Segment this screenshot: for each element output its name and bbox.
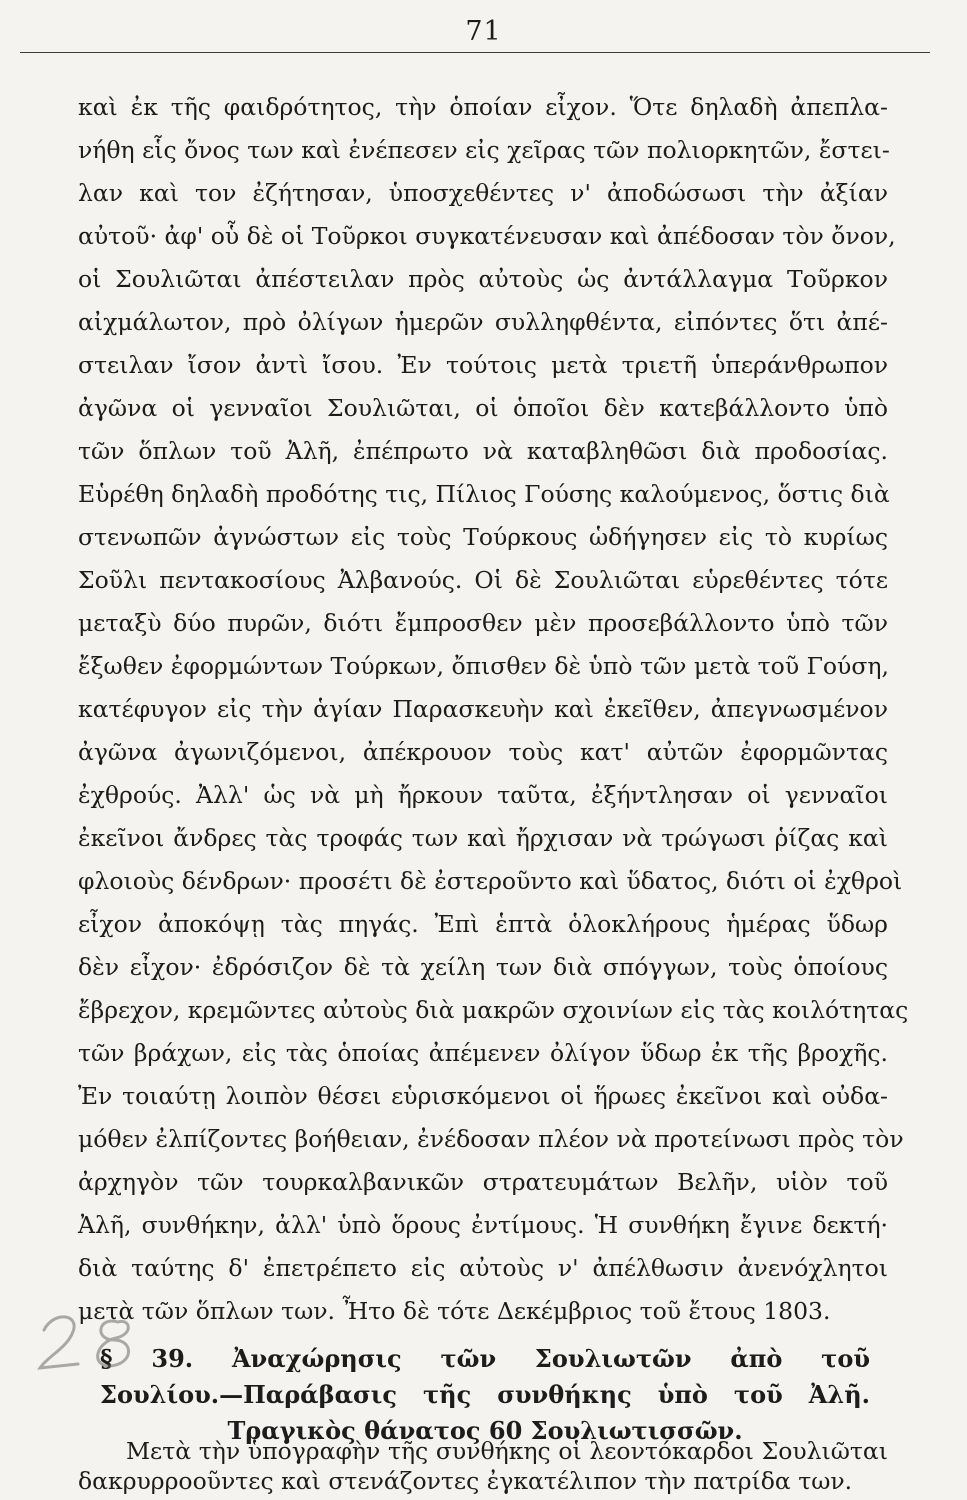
text-line: ἐχθρούς. Ἀλλ' ὡς νὰ μὴ ἤρκουν ταῦτα, ἐξήντλησαν οἱ γενναῖοι <box>78 781 888 809</box>
text-line: μετὰ τῶν ὅπλων των. Ἦτο δὲ τότε Δεκέμβριος τοῦ ἔτους 1803. <box>78 1297 831 1325</box>
text-line: φλοιοὺς δένδρων· προσέτι δὲ ἐστεροῦντο καὶ ὕδατος, διότι οἱ ἐχθροὶ <box>78 867 903 895</box>
text-line: κατέφυγον εἰς τὴν ἁγίαν Παρασκευὴν καὶ ἐκεῖθεν, ἀπεγνωσμένον <box>78 695 888 723</box>
section-heading: Σουλίου.—Παράβασις τῆς συνθήκης ὑπὸ τοῦ Ἀλῆ. <box>100 1380 870 1409</box>
text-line: Σοῦλι πεντακοσίους Ἀλβανούς. Οἱ δὲ Σουλιῶται εὑρεθέντες τότε <box>78 566 888 594</box>
text-line: ἔξωθεν ἐφορμώντων Τούρκων, ὄπισθεν δὲ ὑπὸ τῶν μετὰ τοῦ Γούση, <box>78 652 889 680</box>
header-rule <box>20 52 930 53</box>
text-line: αὐτοῦ· ἀφ' οὗ δὲ οἱ Τοῦρκοι συγκατένευσαν καὶ ἀπέδοσαν τὸν ὄνον, <box>78 222 896 250</box>
section-heading: Τραγικὸς θάνατος 60 Σουλιωτισσῶν. <box>227 1416 743 1445</box>
text-line: οἱ Σουλιῶται ἀπέστειλαν πρὸς αὐτοὺς ὡς ἀντάλλαγμα Τοῦρκον <box>78 265 888 293</box>
text-line: ἔβρεχον, κρεμῶντες αὐτοὺς διὰ μακρῶν σχοινίων εἰς τὰς κοιλότητας <box>78 996 909 1024</box>
text-line: αἰχμάλωτον, πρὸ ὀλίγων ἡμερῶν συλληφθέντα, εἰπόντες ὅτι ἀπέ- <box>78 308 888 336</box>
text-line: δακρυρροοῦντες καὶ στενάζοντες ἐγκατέλιπον τὴν πατρίδα των. <box>78 1467 853 1495</box>
text-line: ἀγῶνα οἱ γενναῖοι Σουλιῶται, οἱ ὁποῖοι δὲν κατεβάλλοντο ὑπὸ <box>78 394 888 422</box>
text-line: δὲν εἶχον· ἐδρόσιζον δὲ τὰ χείλη των διὰ σπόγγων, τοὺς ὁποίους <box>78 953 888 981</box>
text-line: εἶχον ἀποκόψῃ τὰς πηγάς. Ἐπὶ ἑπτὰ ὁλοκλήρους ἡμέρας ὕδωρ <box>78 910 888 938</box>
handwritten-page-mark <box>30 1300 160 1380</box>
text-line: Ἐν τοιαύτῃ λοιπὸν θέσει εὑρισκόμενοι οἱ ἥρωες ἐκεῖνοι καὶ οὐδα- <box>78 1082 888 1110</box>
text-line: ἀρχηγὸν τῶν τουρκαλβανικῶν στρατευμάτων Βελῆν, υἱὸν τοῦ <box>78 1168 888 1196</box>
text-line: νήθη εἷς ὄνος των καὶ ἐνέπεσεν εἰς χεῖρας τῶν πολιορκητῶν, ἔστει- <box>78 136 890 164</box>
section-heading: § 39. Ἀναχώρησις τῶν Σουλιωτῶν ἀπὸ τοῦ <box>100 1344 870 1373</box>
text-line: καὶ ἐκ τῆς φαιδρότητος, τὴν ὁποίαν εἶχον. Ὅτε δηλαδὴ ἀπεπλα- <box>78 93 888 121</box>
text-line: ἐκεῖνοι ἄνδρες τὰς τροφάς των καὶ ἤρχισαν νὰ τρώγωσι ῥίζας καὶ <box>78 824 888 852</box>
text-line: τῶν βράχων, εἰς τὰς ὁποίας ἀπέμενεν ὀλίγον ὕδωρ ἐκ τῆς βροχῆς. <box>78 1039 888 1067</box>
text-line: μεταξὺ δύο πυρῶν, διότι ἔμπροσθεν μὲν προσεβάλλοντο ὑπὸ τῶν <box>78 609 888 637</box>
text-line: Ἀλῆ, συνθήκην, ἀλλ' ὑπὸ ὅρους ἐντίμους. Ἡ συνθήκη ἔγινε δεκτή· <box>78 1211 888 1239</box>
text-line: λαν καὶ τον ἐζήτησαν, ὑποσχεθέντες ν' ἀποδώσωσι τὴν ἀξίαν <box>78 179 888 207</box>
text-line: στενωπῶν ἀγνώστων εἰς τοὺς Τούρκους ὡδήγησεν εἰς τὸ κυρίως <box>78 523 888 551</box>
text-line: στειλαν ἴσον ἀντὶ ἴσου. Ἐν τούτοις μετὰ τριετῆ ὑπεράνθρωπον <box>78 351 888 379</box>
text-line: ἀγῶνα ἀγωνιζόμενοι, ἀπέκρουον τοὺς κατ' αὐτῶν ἐφορμῶντας <box>78 738 888 766</box>
text-line: Μετὰ τὴν ὑπογραφὴν τῆς συνθήκης οἱ λεοντόκαρδοι Σουλιῶται <box>126 1437 888 1465</box>
text-line: τῶν ὅπλων τοῦ Ἀλῆ, ἐπέπρωτο νὰ καταβληθῶσι διὰ προδοσίας. <box>78 437 888 465</box>
text-line: Εὑρέθη δηλαδὴ προδότης τις, Πίλιος Γούσης καλούμενος, ὅστις διὰ <box>78 480 890 508</box>
page-number: 71 <box>465 16 502 47</box>
text-line: διὰ ταύτης δ' ἐπετρέπετο εἰς αὐτοὺς ν' ἀπέλθωσιν ἀνενόχλητοι <box>78 1254 888 1282</box>
text-line: μόθεν ἐλπίζοντες βοήθειαν, ἐνέδοσαν πλέον νὰ προτείνωσι πρὸς τὸν <box>78 1125 904 1153</box>
